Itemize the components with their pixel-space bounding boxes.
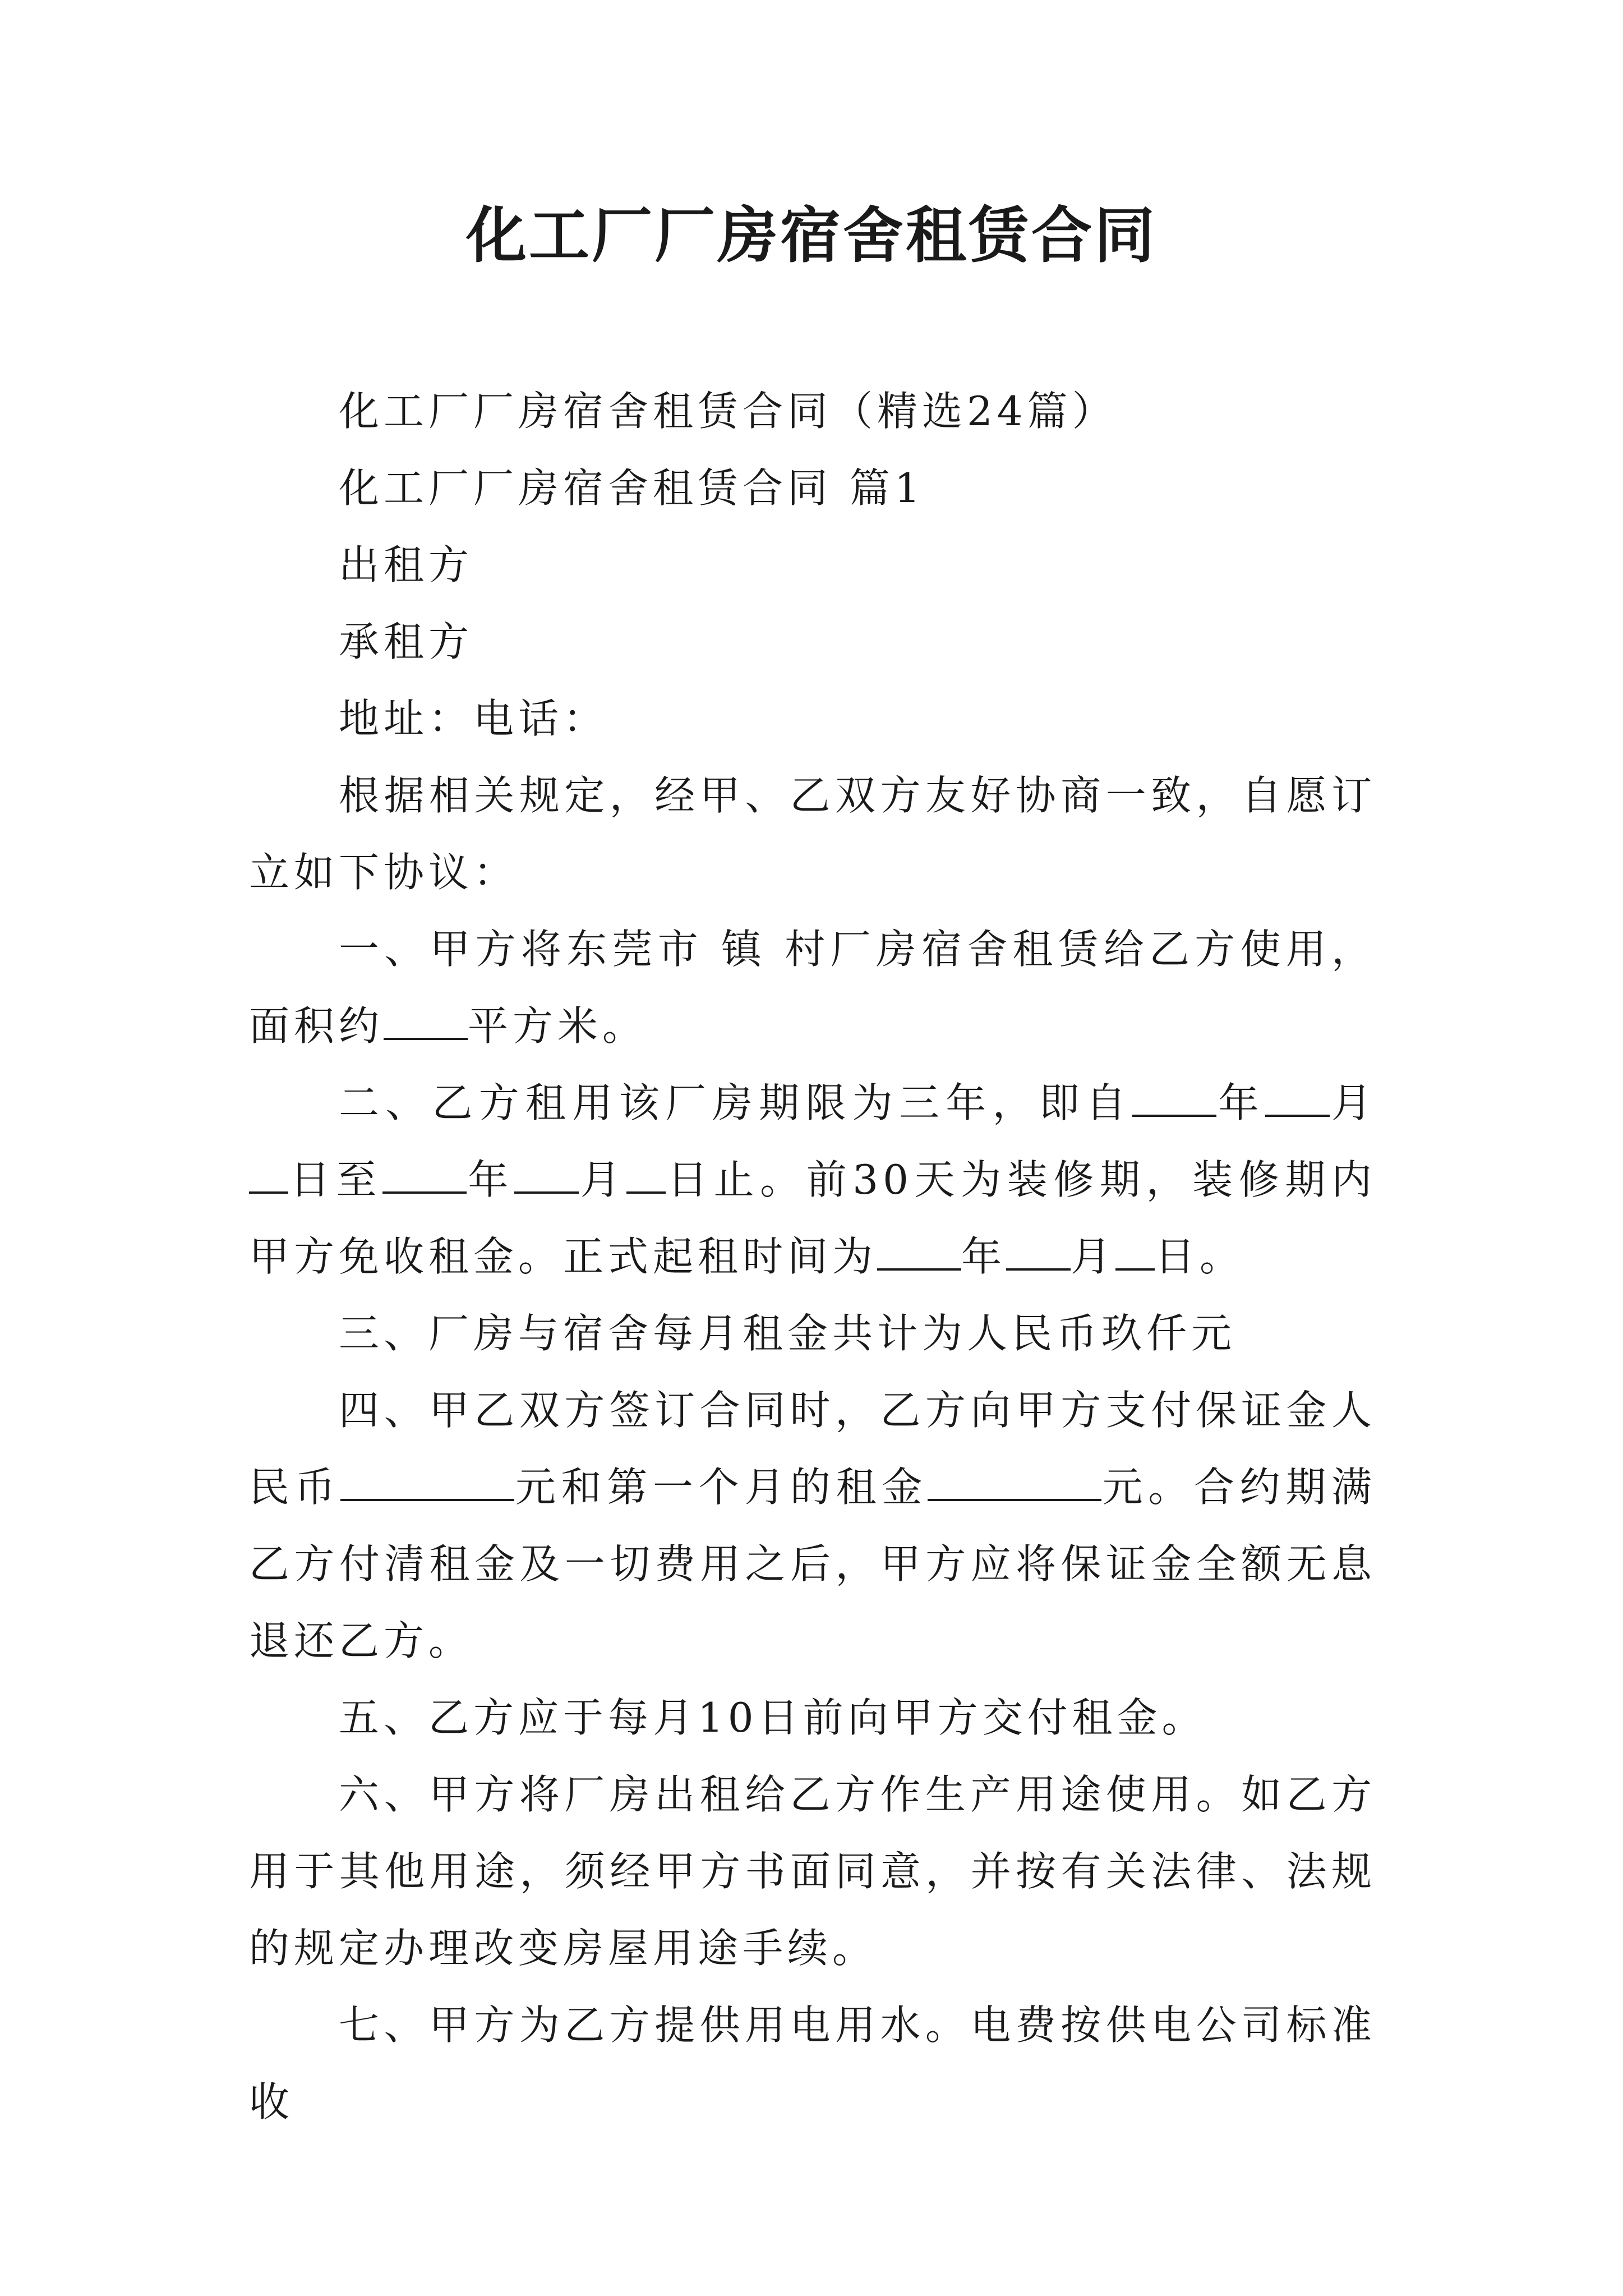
clause-text: 平方米。: [468, 1002, 648, 1050]
clause-text: 二、乙方租用该厂房期限为三年，即自: [339, 1079, 1133, 1126]
clause-text: 月: [1071, 1233, 1116, 1280]
paragraph-clause-1: [249, 911, 1376, 1065]
clause-text: 元。合约期满乙方付清租金及一切费用之后，甲方应将保证金全额无息退还乙方。: [249, 1464, 1376, 1664]
clause-text: 年: [961, 1233, 1007, 1280]
blank-field: [1265, 1081, 1330, 1117]
blank-field: [626, 1158, 666, 1194]
clause-text: 年: [1216, 1079, 1265, 1126]
blank-field: [382, 1158, 467, 1194]
blank-field: [928, 1465, 1101, 1501]
paragraph-preamble: 根据相关规定，经甲、乙双方友好协商一致，自愿订立如下协议：: [249, 772, 1376, 896]
paragraph-lessor: 出租方: [339, 541, 474, 588]
blank-field: [877, 1235, 961, 1271]
clause-text: 四、甲乙双方签订合同时，乙方向甲方支付保证金人民币: [249, 1387, 1376, 1511]
document-title: 化工厂厂房宿舍租赁合同: [465, 200, 1157, 271]
clause-text: 日至: [288, 1156, 382, 1203]
blank-field: [384, 1004, 468, 1040]
document-body: [249, 373, 1376, 2141]
paragraph-lessee: 承租方: [339, 618, 474, 665]
paragraph-clause-2: [249, 1065, 1376, 1295]
clause-text: 日。: [1155, 1233, 1245, 1280]
blank-field: [514, 1158, 579, 1194]
clause-text: 一、甲方将东莞市 镇 村厂房宿舍租赁给乙方使用，面积约: [249, 926, 1376, 1050]
clause-text: 年: [466, 1156, 515, 1203]
clause-text: 日止。前30天为装修期，装修期内甲方免收租金。正式起租时间为: [249, 1156, 1376, 1280]
blank-field: [340, 1465, 514, 1501]
paragraph-clause-7: 七、甲方为乙方提供用电用水。电费按供电公司标准收: [249, 2001, 1376, 2125]
blank-field: [1006, 1235, 1071, 1271]
paragraph-section-title: 化工厂厂房宿舍租赁合同 篇1: [339, 464, 925, 512]
clause-text: 元和第一个月的租金: [514, 1464, 928, 1511]
blank-field: [249, 1158, 288, 1194]
blank-field: [1115, 1235, 1155, 1271]
clause-text: 月: [1329, 1079, 1376, 1126]
paragraph-heading: 化工厂厂房宿舍租赁合同（精选24篇）: [339, 388, 1117, 435]
paragraph-clause-6: 六、甲方将厂房出租给乙方作生产用途使用。如乙方用于其他用途，须经甲方书面同意，并按有关法律、法规的规定办理改变房屋用途手续。: [249, 1771, 1376, 1972]
blank-field: [1132, 1081, 1216, 1117]
paragraph-clause-4: [249, 1372, 1376, 1680]
paragraph-clause-3: 三、厂房与宿舍每月租金共计为人民币玖仟元: [339, 1310, 1237, 1357]
paragraph-address-phone: 地址：电话：: [339, 695, 608, 742]
clause-text: 月: [579, 1156, 627, 1203]
paragraph-clause-5: 五、乙方应于每月10日前向甲方交付租金。: [339, 1694, 1207, 1741]
